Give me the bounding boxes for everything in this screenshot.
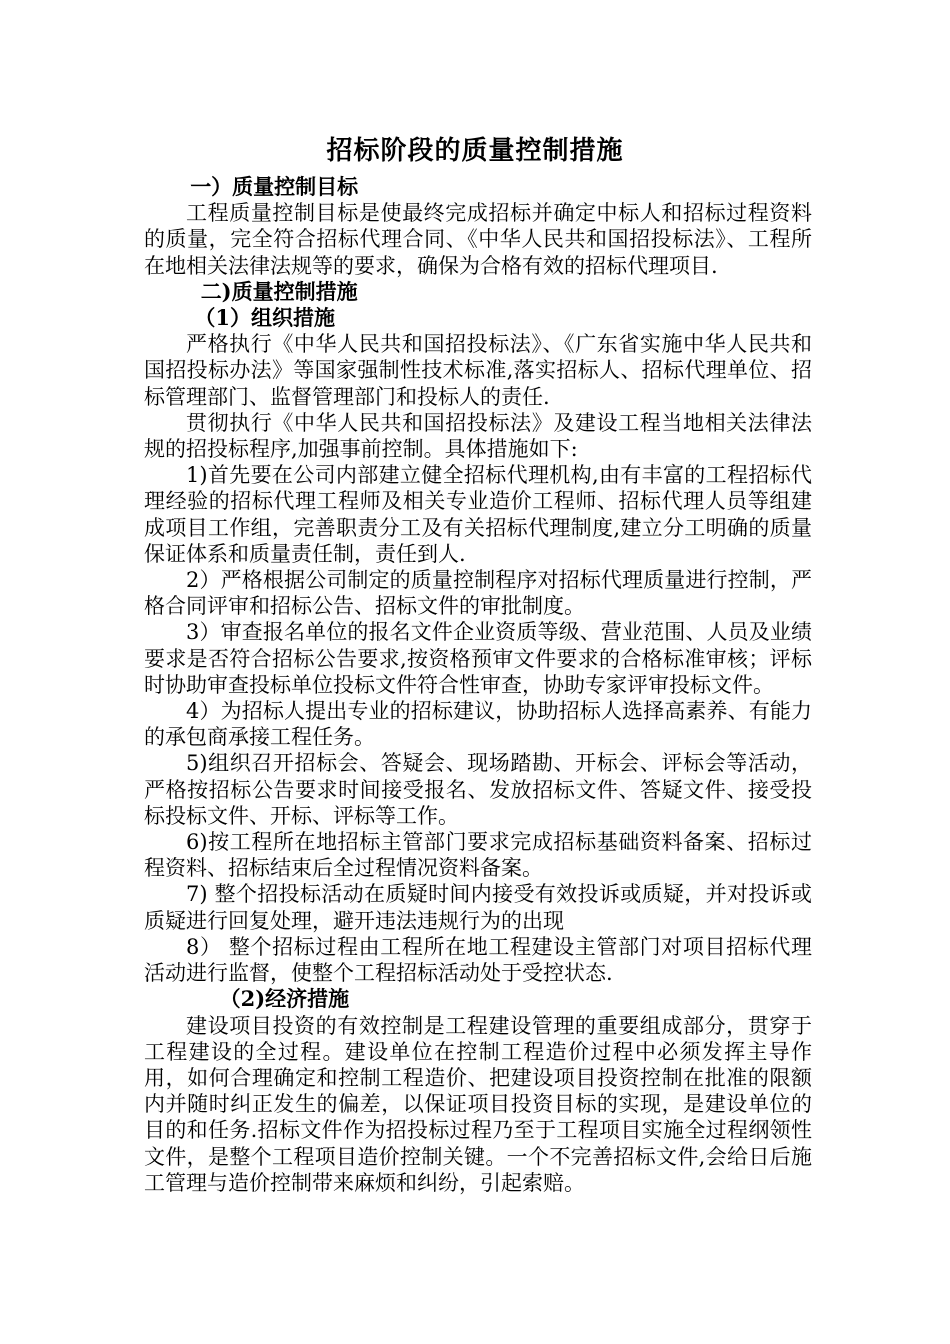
paragraph-organization-2: 贯彻执行《中华人民共和国招投标法》及建设工程当地相关法律法规的招投标程序,加强事前控制。具体措施如下: [144, 410, 812, 462]
paragraph-economic: 建设项目投资的有效控制是工程建设管理的重要组成部分，贯穿于工程建设的全过程。建设单位在控制工程造价过程中必须发挥主导作用，如何合理确定和控制工程造价、把建设项目投资控制在批准的限额内并随时纠正发生的偏差，以保证项目投资目标的实现，是建设单位的目的和任务.招标文件作为招投标过程乃至于工程项目实施全过程纲领性文件，是整个工程项目造价控制关键。一个不完善招标文件,会给日后施工管理与造价控制带来麻烦和纠纷，引起索赔。 [144, 1013, 812, 1195]
paragraph-organization-1: 严格执行《中华人民共和国招投标法》、《广东省实施中华人民共和国招投标办法》等国家强制性技术标准,落实招标人、招标代理单位、招标管理部门、监督管理部门和投标人的责任. [144, 332, 812, 409]
section-heading-quality-measures: 二)质量控制措施 [200, 278, 358, 304]
section-heading-quality-target: 一）质量控制目标 [190, 174, 359, 199]
subsection-heading-organization: （1）组织措施 [194, 305, 336, 331]
paragraph-quality-target: 工程质量控制目标是使最终完成招标并确定中标人和招标过程资料的质量，完全符合招标代理合同、《中华人民共和国招投标法》、工程所在地相关法律法规等的要求，确保为合格有效的招标代理项目. [144, 201, 812, 278]
list-item-6: 6)按工程所在地招标主管部门要求完成招标基础资料备案、招标过程资料、招标结束后全过程情况资料备案。 [144, 830, 812, 881]
list-item-2: 2）严格根据公司制定的质量控制程序对招标代理质量进行控制，严格合同评审和招标公告、招标文件的审批制度。 [144, 568, 812, 619]
subsection-heading-economic: （2)经济措施 [219, 986, 350, 1012]
document-body [144, 174, 812, 1196]
document-title: 招标阶段的质量控制措施 [326, 136, 624, 166]
list-item-1: 1)首先要在公司内部建立健全招标代理机构,由有丰富的工程招标代理经验的招标代理工程师及相关专业造价工程师、招标代理人员等组建成项目工作组，完善职责分工及有关招标代理制度,建立分工明确的质量保证体系和质量责任制，责任到人. [144, 463, 812, 566]
list-item-4: 4）为招标人提出专业的招标建议，协助招标人选择高素养、有能力的承包商承接工程任务。 [144, 699, 812, 750]
list-item-3: 3）审查报名单位的报名文件企业资质等级、营业范围、人员及业绩要求是否符合招标公告要求,按资格预审文件要求的合格标准审核；评标时协助审查投标单位投标文件符合性审查，协助专家评审投标文件。 [144, 620, 812, 697]
list-item-7: 7) 整个招投标活动在质疑时间内接受有效投诉或质疑，并对投诉或质疑进行回复处理，避开违法违规行为的出现 [144, 882, 812, 933]
list-item-8: 8） 整个招标过程由工程所在地工程建设主管部门对项目招标代理活动进行监督，使整个工程招标活动处于受控状态. [144, 934, 812, 986]
list-item-5: 5)组织召开招标会、答疑会、现场踏勘、开标会、评标会等活动，严格按招标公告要求时间接受报名、发放招标文件、答疑文件、接受投标投标文件、开标、评标等工作。 [144, 751, 812, 828]
